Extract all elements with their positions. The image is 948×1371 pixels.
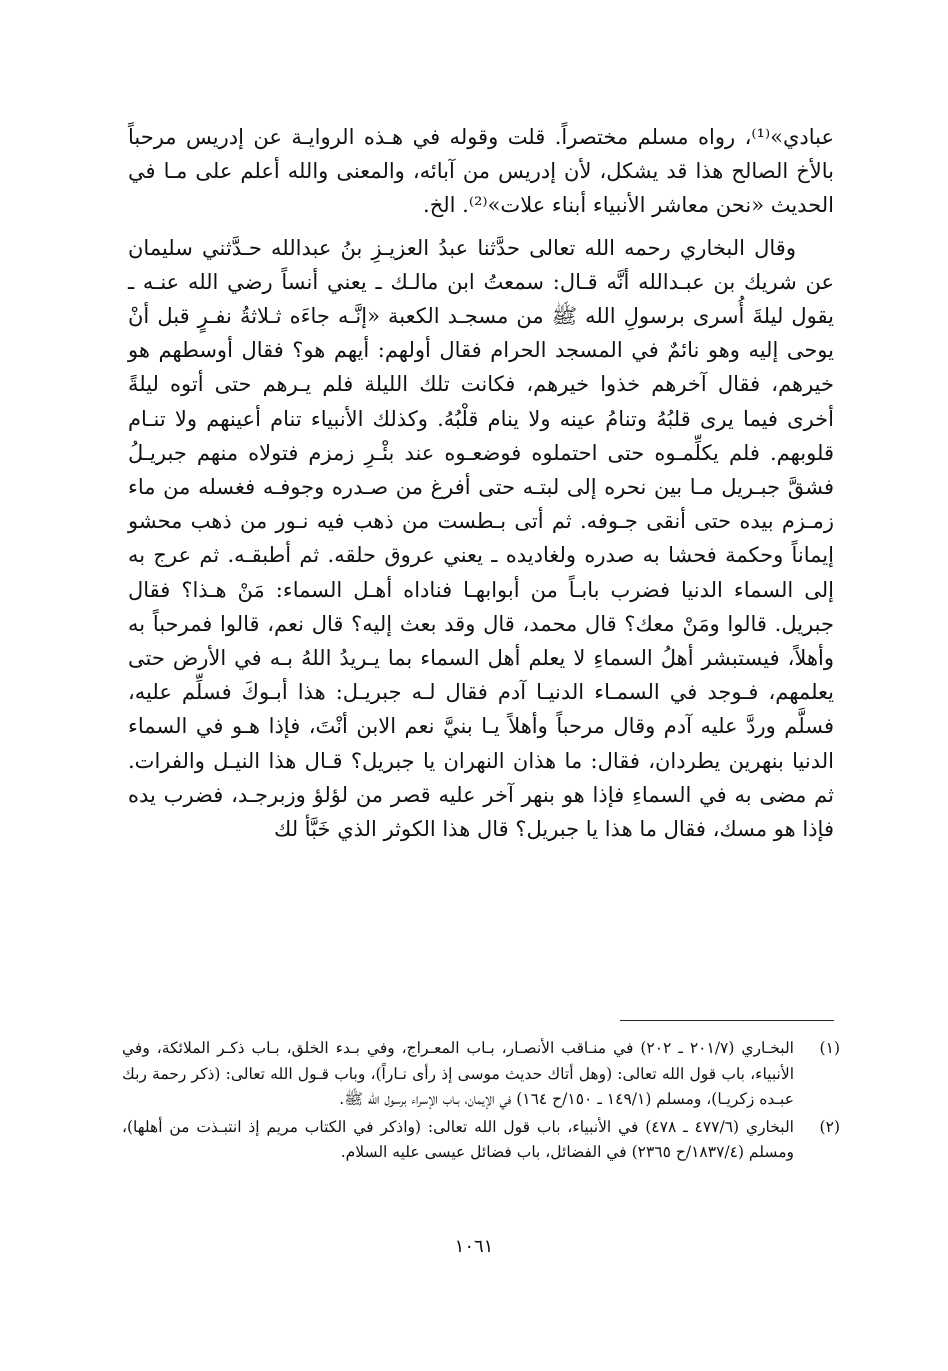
footnote xyxy=(122,1115,840,1166)
footnote-divider xyxy=(620,1020,834,1021)
footnote-text: البخاري (٤٧٧/٦ ـ ٤٧٨) في الأنبياء، باب قول الله تعالى: (واذكر في الكتاب مريم إذ انتبـذت من أهلها)، ومسلم (١٨٣٧/٤/ح ٢٣٦٥) في الفضائل، باب فضائل عيسى عليه السلام. xyxy=(122,1117,794,1161)
paragraph: وقال البخاري رحمه الله تعالى حدَّثنا عبدُ العزيـزِ بنُ عبدالله حـدَّثني سليمان عن شريك بن عبـدالله أنَّه قـال: سمعتُ ابن مالـك ـ يعني أنساً رضي الله عنـه ـ يقول ليلةَ أُسرى برسولِ الله ﷺ من مسجـد الكعبة «إنَّـه جاءَه ثـلاثةُ نفـرٍ قبل أنْ يوحى إليه وهو نائمٌ في المسجد الحرام فقال أولهم: أيهم هو؟ فقال أوسطهم هو خيرهم، فقال آخرهم خذوا خيرهم، فكانت تلك الليلة فلم يـرهم حتى أتوه ليلةً أخرى فيما يرى قلبُهُ وتنامُ عينه ولا ينام قلْبُهُ. وكذلك الأنبياء تنام أعينهم ولا تنـام قلوبهم. فلم يكلِّمـوه حتى احتملوه فوضعـوه عند بئْـرِ زمزم فتولاه منهم جبريـلُ فشقَّ جبـريل مـا بين نحره إلى لبتـه حتى أفرغ من صـدره وجوفـه فغسله من ماء زمـزم بيده حتى أنقى جـوفه. ثم أتى بـطست من ذهب فيه نـور من ذهب محشو إيماناً وحكمة فحشا به صدره ولغاديده ـ يعني عروق حلقه. ثم أطبقـه. ثم عرج به إلى السماء الدنيا فضرب بابـاً من أبوابهـا فناداه أهـل السماء: مَنْ هـذا؟ فقال جبريل. قالوا ومَنْ معك؟ قال محمد، قال وقد بعث إليه؟ قال نعم، قالوا فمرحباً به وأهلاً، فيستبشر أهلُ السماءِ لا يعلم أهل السماء بما يـريدُ اللهُ بـه في الأرض حتى يعلمهم، فـوجد في السمـاء الدنيـا آدم فقال لـه جبريـل: هذا أبـوكَ فسلِّم عليه، فسلَّم وردَّ عليه آدم وقال مرحباً وأهلاً يـا بنيَّ نعم الابن أنْتَ، فإذا هـو في السماء الدنيا بنهرين يطردان، فقال: ما هذان النهران يا جبريل؟ قـال هذا النيـل والفرات. ثم مضى به في السماءِ فإذا هو بنهر آخر عليه قصر من لؤلؤ وزبرجـد، فضرب يده فإذا هو مسك، فقال ما هذا يا جبريل؟ قال هذا الكوثر الذي خَبَّأ لك xyxy=(128,235,834,842)
footnotes xyxy=(122,1036,840,1168)
footnote-text: البخـاري (٢٠١/٧ ـ ٢٠٢) في منـاقب الأنصـار، بـاب المعـراج، وفي بـدء الخلق، بـاب ذكـر الملائكة، وفي الأنبياء، باب قول الله تعالى: (وهل أتاك حديث موسى إذ رأى نـاراً)، وباب قـول الله تعالى: (ذكر رحمة ربك عبـده زكريـا)، ومسلم (١٤٩/١ ـ ١٥٠/ح ١٦٤) في الإيمان، بـاب الإسراء برسول الله ﷺ. xyxy=(122,1039,794,1108)
page-number: ١٠٦١ xyxy=(454,1236,494,1257)
paragraph: عبادي»⁽¹⁾، رواه مسلم مختصراً. قلت وقوله في هـذه الروايـة عن إدريس مرحباً بالأخ الصالح هذا قد يشكل، لأن إدريس من آبائه، والمعنى والله أعلم على مـا في الحديث «نحن معاشر الأنبياء أبناء علات»⁽²⁾. الخ. xyxy=(128,125,834,218)
main-text xyxy=(128,120,834,846)
footnote-number: (٢) xyxy=(819,1117,840,1136)
footnote xyxy=(122,1036,840,1113)
footnote-number: (١) xyxy=(819,1039,840,1057)
